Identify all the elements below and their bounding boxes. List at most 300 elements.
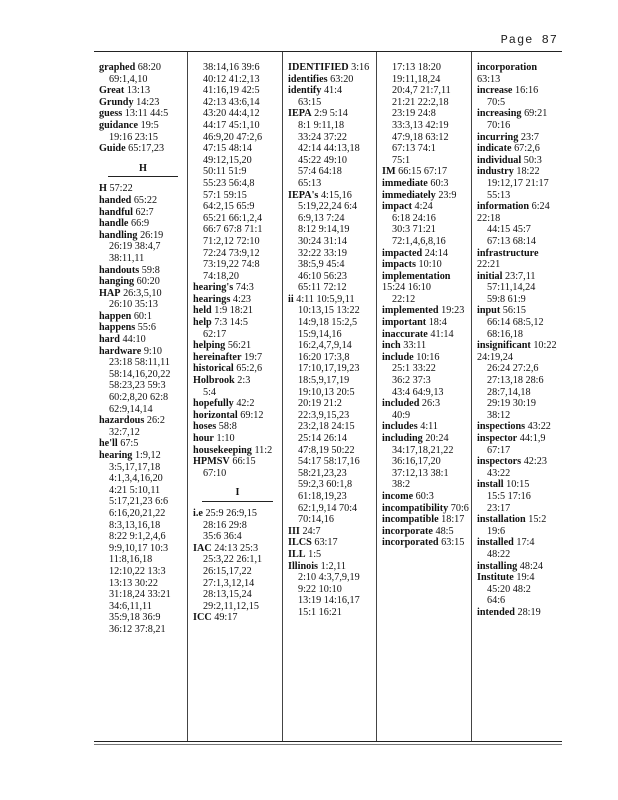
page-number: Page 87 [500, 33, 558, 47]
page-line-ref: 70:16 [487, 119, 511, 131]
page-line-ref: 25:3,22 26:1,1 [203, 554, 263, 566]
page-line-ref: 58:21,23,23 [298, 467, 347, 479]
index-term: identifies [288, 73, 328, 85]
page-line-ref: 4:15,16 [320, 189, 352, 201]
index-entry [99, 322, 187, 334]
page-line-ref: 3:16 [351, 62, 370, 73]
index-entry [193, 317, 282, 340]
index-entry [382, 491, 471, 503]
index-entry [382, 514, 471, 526]
page-line-ref: 69:12 [240, 409, 264, 421]
page-line-ref: 16:2,4,7,9,14 [298, 340, 352, 352]
page-line-ref: 26:24 27:2,6 [487, 363, 539, 375]
index-term: he'll [99, 438, 118, 450]
index-term: hereinafter [193, 351, 242, 363]
index-term: installed [477, 537, 514, 549]
index-entry [193, 363, 282, 375]
index-entry [193, 612, 282, 624]
index-entry [99, 108, 187, 120]
index-entry [99, 230, 187, 265]
page-line-ref: 18:17 [441, 514, 465, 526]
index-term: Illinois [288, 560, 319, 572]
page-line-ref: 49:17 [214, 612, 238, 624]
page-line-ref: 18:5,9,17,19 [298, 375, 350, 387]
index-entry [288, 62, 376, 74]
index-entry [382, 352, 471, 398]
index-entry [477, 248, 562, 271]
page-line-ref: 35:9,18 36:9 [109, 612, 161, 624]
index-entry [99, 207, 187, 219]
page-line-ref: 71:2,12 72:10 [203, 235, 260, 247]
page-line-ref: 60:2,8,20 62:8 [109, 392, 169, 404]
index-term: inspectors [477, 456, 522, 468]
page-line-ref: 20:24 [425, 433, 449, 444]
index-entry [382, 317, 471, 329]
page-line-ref: 42:14 44:13,18 [298, 143, 360, 155]
page-line-ref: 5:4 [203, 386, 217, 398]
index-term: handle [99, 218, 129, 230]
index-term: IEPA's [288, 189, 319, 201]
page-line-ref: 4:11 [420, 421, 438, 433]
index-entry [477, 340, 562, 421]
index-entry [193, 543, 282, 613]
index-entry [382, 398, 471, 421]
page-line-ref: 23:9 [438, 189, 457, 201]
page-line-ref: 13:13 30:22 [109, 577, 158, 589]
page-line-ref: 29:19 30:19 [487, 398, 536, 410]
index-entry [99, 450, 187, 636]
page-line-ref: 57:4 64:18 [298, 166, 342, 178]
page-line-ref: 69:1,4,10 [109, 73, 148, 85]
index-term: important [382, 317, 427, 329]
index-entry [477, 155, 562, 167]
page-line-ref: 54:17 58:17,16 [298, 456, 360, 468]
page-line-ref: 15:1 16:21 [298, 606, 342, 618]
index-entry [193, 456, 282, 479]
page-line-ref: 65:22 [133, 194, 158, 206]
index-entry [382, 329, 471, 341]
index-term: hazardous [99, 415, 145, 427]
page-line-ref: 1:2,11 [320, 560, 346, 572]
index-entry [382, 271, 471, 306]
index-entry [99, 288, 187, 311]
index-term: Holbrook [193, 375, 235, 387]
page-line-ref: 42:23 [523, 456, 547, 468]
page-line-ref: 55:13 [487, 189, 511, 201]
index-column-4 [376, 52, 471, 741]
page-line-ref: 15:2 [528, 514, 547, 526]
page-line-ref: 65:11 72:12 [298, 282, 347, 294]
page-line-ref: 66:7 67:8 71:1 [203, 224, 263, 236]
page-line-ref: 63:13 [477, 73, 501, 85]
index-term: guess [99, 108, 123, 120]
page-line-ref: 22:21 [477, 259, 501, 271]
page-line-ref: 47:15 48:14 [203, 143, 252, 155]
page-line-ref: 22:3,9,15,23 [298, 409, 350, 421]
index-entry [99, 438, 187, 450]
page-line-ref: 2:9 5:14 [314, 108, 348, 120]
index-entry [477, 305, 562, 340]
page-line-ref: 26:2 [146, 415, 165, 427]
index-entry [477, 166, 562, 201]
index-column-3 [282, 52, 376, 741]
index-term: Guide [99, 143, 126, 155]
page-line-ref: 33:3,13 42:19 [392, 119, 449, 131]
index-term: Institute [477, 572, 514, 584]
page-line-ref: 59:8 61:9 [487, 293, 526, 305]
page-line-ref: 63:17 [314, 537, 338, 549]
page-line-ref: 10:16 [416, 351, 440, 363]
index-entry [382, 433, 471, 491]
index-entry [288, 74, 376, 86]
index-term: IM [382, 166, 396, 178]
index-entry [477, 62, 562, 85]
page-line-ref: 5:17,21,23 6:6 [109, 496, 169, 508]
index-entry [382, 166, 471, 178]
page-line-ref: 57:1 59:15 [203, 189, 247, 201]
page-line-ref: 33:11 [403, 340, 427, 352]
index-entry [193, 340, 282, 352]
page-line-ref: 30:3 71:21 [392, 224, 436, 236]
index-entry [193, 433, 282, 445]
index-term: including [382, 433, 423, 444]
index-entry [382, 201, 471, 247]
page-line-ref: 10:10 [418, 259, 442, 271]
page-line-ref: 15:9,14,16 [298, 328, 342, 340]
index-term: handling [99, 229, 138, 241]
page-line-ref: 24:14 [424, 247, 448, 259]
page-line-ref: 27:13,18 28:6 [487, 375, 544, 387]
page-line-ref: 8:1 9:11,18 [298, 119, 345, 131]
index-entry [99, 62, 187, 85]
index-term: includes [382, 421, 418, 433]
page-line-ref: 60:1 [133, 310, 152, 322]
index-term: inch [382, 340, 401, 352]
page-line-ref: 55:6 [137, 322, 156, 334]
page-line-ref: 48:22 [487, 548, 511, 560]
index-term: identify [288, 85, 322, 97]
index-entry [382, 421, 471, 433]
page-line-ref: 36:12 37:8,21 [109, 623, 166, 635]
index-term: incurring [477, 131, 519, 143]
index-entry [288, 537, 376, 549]
page-line-ref: 5:19,22,24 6:4 [298, 201, 358, 213]
section-letter: I [193, 487, 282, 502]
page-line-ref: 23:17 [487, 502, 511, 514]
page-line-ref: 66:14 68:5,12 [487, 317, 544, 329]
page-line-ref: 46:10 56:23 [298, 270, 347, 282]
page-line-ref: 38:12 [487, 409, 511, 421]
page-line-ref: 29:2,11,12,15 [203, 600, 259, 612]
page-line-ref: 34:6,11,11 [109, 600, 152, 612]
index-term: HPMSV [193, 456, 230, 468]
page-line-ref: 43:22 [527, 421, 551, 433]
page-line-ref: 4:24 [414, 201, 433, 213]
page-line-ref: 57:22 [109, 183, 133, 195]
page-line-ref: 74:3 [235, 282, 254, 294]
index-entry [193, 508, 282, 543]
index-entry [99, 143, 187, 155]
page-line-ref: 62:9,14,14 [109, 403, 153, 415]
page-line-ref: 18:22 [516, 166, 540, 178]
index-term: incompatible [382, 514, 439, 526]
index-entry [99, 195, 187, 207]
page-line-ref: 23:7,11 [505, 270, 536, 282]
page-line-ref: 62:1,9,14 70:4 [298, 502, 358, 514]
index-term: happen [99, 310, 132, 322]
page-line-ref: 57:11,14,24 [487, 282, 536, 294]
page-line-ref: 74:18,20 [203, 270, 239, 282]
page-line-ref: 70:5 [487, 96, 506, 108]
page-line-ref: 22:12 [392, 293, 416, 305]
page-line-ref: 58:8 [218, 421, 237, 433]
index-term: guidance [99, 119, 139, 131]
page-line-ref: 15:24 16:10 [382, 282, 431, 294]
index-column-5 [471, 52, 562, 741]
page-line-ref: 40:9 [392, 409, 411, 421]
index-term: individual [477, 154, 522, 166]
index-entry [99, 346, 187, 416]
page-line-ref: 19:11,18,24 [392, 73, 441, 85]
page-line-ref: 8:22 9:1,2,4,6 [109, 531, 166, 543]
page-line-ref: 19:4 [516, 572, 535, 584]
index-term: impacts [382, 259, 416, 271]
index-entry [193, 375, 282, 398]
index-term: Grundy [99, 96, 134, 108]
index-entry [477, 537, 562, 560]
page-line-ref: 25:14 26:14 [298, 433, 347, 444]
index-term: impacted [382, 247, 423, 259]
page-line-ref: 9:10 [143, 345, 162, 357]
page-line-ref: 26:15,17,22 [203, 565, 252, 577]
page-line-ref: 41:4 [323, 85, 343, 97]
page-line-ref: 45:22 49:10 [298, 154, 347, 166]
index-term: hoses [193, 421, 217, 433]
index-entry [193, 294, 282, 306]
page-line-ref: 41:16,19 42:5 [203, 85, 260, 97]
index-term: handful [99, 206, 133, 218]
page-line-ref: 50:3 [523, 154, 542, 166]
index-entry [193, 421, 282, 433]
page-line-ref: 4:23 [232, 293, 252, 305]
index-entry [477, 479, 562, 514]
index-term: IDENTIFIED [288, 62, 349, 73]
index-entry [193, 282, 282, 294]
index-entry [288, 85, 376, 108]
index-entry [288, 526, 376, 538]
index-term: installation [477, 514, 526, 526]
index-entry [382, 305, 471, 317]
page-line-ref: 25:1 33:22 [392, 363, 436, 375]
page-line-ref: 35:6 36:4 [203, 531, 242, 543]
page-line-ref: 42:13 43:6,14 [203, 96, 260, 108]
page-line-ref: 42:2 [236, 398, 255, 410]
index-entry [99, 85, 187, 97]
page-line-ref: 6:18 24:16 [392, 212, 436, 224]
page-line-ref: 65:2,6 [236, 363, 263, 375]
page-line-ref: 69:21 [524, 108, 548, 120]
index-term: included [382, 398, 420, 410]
index-entry [477, 271, 562, 306]
index-term: inspections [477, 421, 526, 433]
index-term: handouts [99, 264, 140, 276]
page-line-ref: 8:3,13,16,18 [109, 519, 161, 531]
page-line-ref: 43:4 64:9,13 [392, 386, 444, 398]
index-entry [477, 561, 562, 573]
page-line-ref: 19:7 [244, 351, 263, 363]
page-line-ref: 19:23 [441, 305, 465, 317]
page-line-ref: 34:17,18,21,22 [392, 444, 454, 456]
page-line-ref: 8:12 9:14,19 [298, 224, 350, 236]
page-line-ref: 63:15 [298, 96, 322, 108]
page-line-ref: 64:6 [487, 595, 506, 607]
page-line-ref: 23:2,18 24:15 [298, 421, 355, 433]
page-line-ref: 28:13,15,24 [203, 589, 252, 601]
index-entry [382, 537, 471, 549]
page-line-ref: 43:22 [487, 467, 511, 479]
index-term: hearing's [193, 282, 234, 294]
page-line-ref: 19:5 [140, 119, 159, 131]
page-line-ref: 26:19 [140, 229, 164, 241]
index-term: install [477, 479, 504, 491]
page-line-ref: 1:9,12 [134, 450, 161, 461]
index-entry [477, 108, 562, 131]
page-line-ref: 6:16,20,21,22 [109, 507, 166, 519]
index-entry [382, 503, 471, 515]
index-entry [477, 143, 562, 155]
index-entry [99, 334, 187, 346]
page-line-ref: 59:2,3 60:1,8 [298, 479, 353, 491]
index-term: hopefully [193, 398, 234, 410]
index-term: include [382, 351, 414, 363]
page-line-ref: 58:14,16,20,22 [109, 368, 171, 380]
page-line-ref: 13:13 [126, 85, 151, 97]
page-line-ref: 26:3,5,10 [123, 287, 162, 299]
page-line-ref: 63:15 [441, 537, 465, 549]
index-term: hearing [99, 450, 133, 461]
index-entry [193, 352, 282, 364]
page-line-ref: 72:24 73:9,12 [203, 247, 260, 259]
page-line-ref: 2:3 [237, 375, 251, 387]
index-term: incorporation [477, 62, 537, 73]
page-line-ref: 19:6 [487, 525, 506, 537]
page-line-ref: 2:10 4:3,7,9,19 [298, 572, 360, 584]
page-line-ref: 66:15 67:17 [398, 166, 448, 178]
page-line-ref: 44:17 45:1,10 [203, 119, 260, 131]
index-entry [99, 415, 187, 438]
index-term: increase [477, 85, 513, 97]
page-line-ref: 17:13 18:20 [392, 62, 441, 73]
page-line-ref: 21:21 22:2,18 [392, 96, 449, 108]
page-line-ref: 12:10,22 13:3 [109, 565, 166, 577]
page-line-ref: 32:7,12 [109, 426, 140, 438]
page-line-ref: 3:5,17,17,18 [109, 461, 161, 473]
index-term: H [99, 183, 107, 195]
page-line-ref: 56:21 [227, 340, 252, 352]
page-line-ref: 18:4 [428, 317, 447, 329]
index-term: increasing [477, 108, 522, 120]
index-column-1 [94, 52, 187, 741]
page-line-ref: 11:2 [254, 444, 273, 456]
page-line-ref: 26:19 38:4,7 [109, 241, 161, 253]
page-line-ref: 20:4,7 21:7,11 [392, 85, 451, 97]
index-entry [99, 183, 187, 195]
page-line-ref: 73:19,22 74:8 [203, 259, 260, 271]
index-term: ILL [288, 548, 306, 560]
page-line-ref: 48:24 [519, 560, 543, 572]
index-entry [99, 311, 187, 323]
index-term: historical [193, 363, 234, 375]
index-term: input [477, 305, 501, 317]
page-line-ref: 67:13 68:14 [487, 235, 536, 247]
page-line-ref: 1:9 18:21 [214, 305, 254, 317]
page-line-ref: 40:12 41:2,13 [203, 73, 260, 85]
index-entry [382, 259, 471, 271]
page-line-ref: 44:10 [122, 334, 146, 346]
page-line-ref: 19:10,13 20:5 [298, 386, 355, 398]
page-line-ref: 66:9 [131, 218, 150, 230]
index-frame [94, 51, 562, 742]
page-line-ref: 6:9,13 7:24 [298, 212, 345, 224]
page-line-ref: 24:7 [302, 525, 321, 537]
page-line-ref: 6:24 22:18 [477, 201, 550, 224]
index-term: hearings [193, 293, 231, 305]
page-line-ref: 1:5 [308, 548, 322, 560]
index-entry [477, 572, 562, 607]
page-line-ref: 60:20 [136, 276, 160, 288]
page-line-ref: 30:24 31:14 [298, 235, 347, 247]
page-line-ref: 20:19 21:2 [298, 398, 342, 410]
index-entry [99, 276, 187, 288]
index-term: incorporated [382, 537, 439, 549]
index-term: IAC [193, 542, 212, 554]
index-term: industry [477, 166, 514, 178]
section-letter: H [99, 163, 187, 178]
index-term: i.e [193, 507, 203, 519]
index-term: graphed [99, 62, 136, 73]
page-line-ref: 32:22 33:19 [298, 247, 347, 259]
index-entry [477, 85, 562, 108]
index-column-2 [187, 52, 282, 741]
page-line-ref: 38:11,11 [109, 252, 145, 264]
index-entry [477, 201, 562, 247]
footer-rule [94, 744, 562, 745]
page-line-ref: 11:8,16,18 [109, 554, 153, 566]
page-line-ref: 50:11 51:9 [203, 166, 247, 178]
page-line-ref: 37:12,13 38:1 [392, 467, 449, 479]
index-entry [99, 218, 187, 230]
page-line-ref: 47:8,19 50:22 [298, 444, 355, 456]
index-term: intended [477, 606, 515, 618]
page-line-ref: 75:1 [392, 154, 411, 166]
page-line-ref: 68:16,18 [487, 328, 523, 340]
index-entry [477, 132, 562, 144]
page-line-ref: 65:17,23 [128, 143, 165, 155]
page-line-ref: 47:9,18 63:12 [392, 131, 449, 143]
page-line-ref: 62:17 [203, 328, 227, 340]
page-line-ref: 16:16 [515, 85, 539, 97]
page-line-ref: 68:20 [137, 62, 161, 73]
index-entry [193, 410, 282, 422]
page-line-ref: 55:23 56:4,8 [203, 177, 255, 189]
index-term: HAP [99, 287, 121, 299]
page-line-ref: 10:13,15 13:22 [298, 305, 360, 317]
index-entry [288, 108, 376, 189]
index-entry [382, 248, 471, 260]
page-line-ref: 60:3 [415, 490, 434, 502]
page-line-ref: 23:19 24:8 [392, 108, 436, 120]
page-line-ref: 33:24 37:22 [298, 131, 347, 143]
